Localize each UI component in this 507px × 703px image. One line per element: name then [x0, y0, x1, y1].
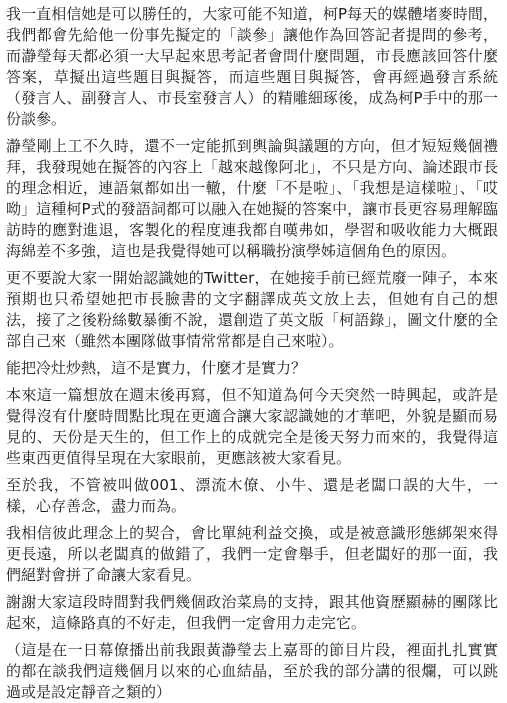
post-paragraph-4: 能把冷灶炒熱，這不是實力，什麼才是實力？	[6, 359, 307, 377]
post-paragraph-1: 我一直相信她是可以勝任的，大家可能不知道，柯P每天的媒體堵麥時間，我們都會先給他一份事先擬定的「談參」讓他作為回答記者提問的參考，而瀞瑩每天都必須一大早起來思考記者會問什麼問題，市長應該回答什麼答案，草擬出這些題目與擬答，而這些題目與擬答，會再經過發言系統（發言人、副發言人、市長室發言人）的精雕細琢後，成為柯P手中的那一份談參。	[6, 5, 498, 128]
post-paragraph-9: （這是在一日幕僚播出前我跟黃瀞瑩去上嘉哥的節目片段，裡面扎扎實實的都在談我們這幾個月以來的心血結晶，至於我的部分講的很爛，可以跳過或是設定靜音之類的）	[6, 641, 498, 701]
post-body	[6, 4, 498, 703]
post-paragraph-7: 我相信彼此理念上的契合，會比單純利益交換，或是被意識形態綁架來得更長遠，所以老闆真的做錯了，我們一定會舉手，但老闆好的那一面，我們絕對會拼了命讓大家看見。	[6, 524, 498, 584]
post-paragraph-3: 更不要說大家一開始認識她的Twitter，在她接手前已經荒廢一陣子，本來預期也只希望她把市長臉書的文字翻譯成英文放上去，但她有自己的想法，接了之後粉絲數暴衝不說，還創造了英文版「柯語錄」，圖文什麼的全部自己來（雖然本團隊做事情常常都是自己來啦）。	[6, 269, 498, 350]
post-paragraph-5: 本來這一篇想放在週末後再寫，但不知道為何今天突然一時興起，或許是覺得沒有什麼時間點比現在更適合讓大家認識她的才華吧，外貌是顯而易見的、天份是天生的，但工作上的成就完全是後天努力而來的，我覺得這些東西更值得呈現在大家眼前，更應該被大家看見。	[6, 386, 498, 467]
post-paragraph-2: 瀞瑩剛上工不久時，還不一定能抓到輿論與議題的方向，但才短短幾個禮拜，我發現她在擬答的內容上「越來越像阿北」，不只是方向、論述跟市長的理念相近，連語氣都如出一轍，什麼「不是啦」、「我想是這樣啦」、「哎呦」這種柯P式的發語詞都可以融入在她擬的答案中，讓市長更容易理解臨訪時的應對進退，客製化的程度連我都自嘆弗如，學習和吸收能力大概跟海綿差不多強，這也是我覺得她可以稱職扮演學姊這個角色的原因。	[6, 137, 498, 260]
post-paragraph-6: 至於我，不管被叫做001、漂流木僚、小牛、還是老闆口誤的大牛，一樣，心存善念，盡力而為。	[6, 476, 498, 515]
post-paragraph-8: 謝謝大家這段時間對我們幾個政治菜鳥的支持，跟其他資歷顯赫的團隊比起來，這條路真的不好走，但我們一定會用力走完它。	[6, 593, 498, 632]
